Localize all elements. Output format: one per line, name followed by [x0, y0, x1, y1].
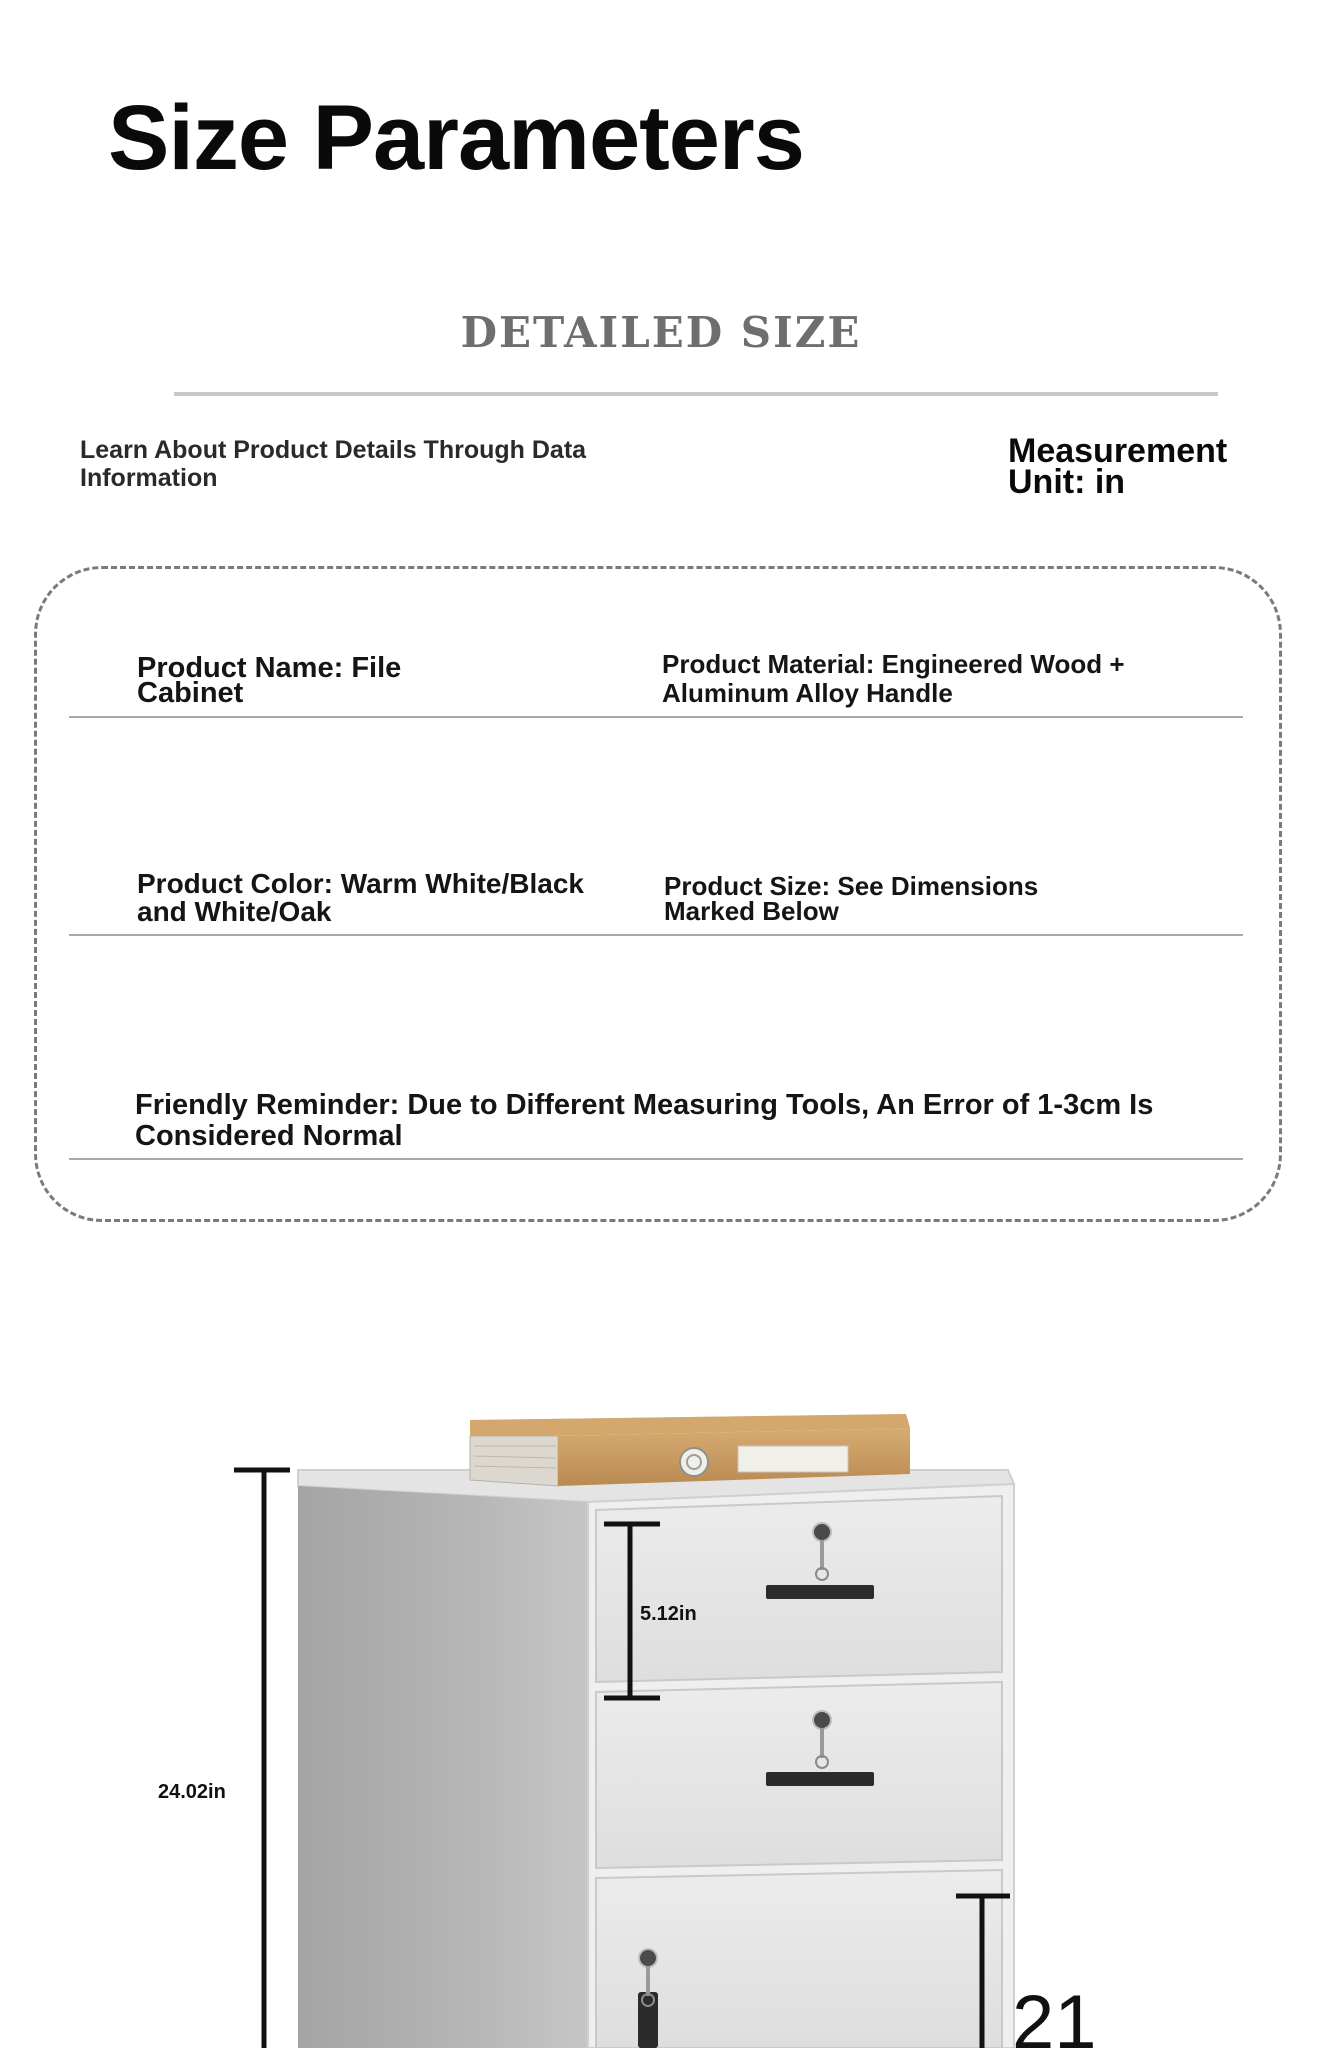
spec-divider — [69, 934, 1243, 936]
spec-product-material: Product Material: Engineered Wood + Aluminum Alloy Handle — [662, 649, 1125, 708]
spec-product-color: Product Color: Warm White/Black and White/Oak — [137, 868, 585, 927]
spec-divider — [69, 716, 1243, 718]
spec-product-name: Product Name: File Cabinet — [137, 652, 402, 709]
folder-binder — [470, 1414, 910, 1486]
spec-divider — [69, 1158, 1243, 1160]
handle-icon — [766, 1772, 874, 1786]
partial-dimension-label: 21 — [1012, 1980, 1097, 2048]
measurement-unit: Measurement Unit: in — [1008, 432, 1228, 501]
spec-reminder: Friendly Reminder: Due to Different Measuring Tools, An Error of 1-3cm Is Considered Normal — [135, 1089, 1154, 1152]
handle-icon — [638, 1992, 658, 2048]
file-cabinet-illustration — [0, 1380, 1322, 2048]
total-height-label: 24.02in — [158, 1781, 226, 1803]
cabinet-side — [298, 1486, 588, 2048]
page-title: Size Parameters — [108, 87, 804, 189]
handle-icon — [766, 1585, 874, 1599]
intro-text: Learn About Product Details Through Data Information — [80, 436, 587, 492]
drawer-height-label: 5.12in — [640, 1603, 697, 1625]
section-heading: DETAILED SIZE — [460, 308, 862, 357]
heading-divider — [174, 392, 1218, 396]
spec-product-size: Product Size: See Dimensions Marked Below — [664, 871, 1039, 926]
